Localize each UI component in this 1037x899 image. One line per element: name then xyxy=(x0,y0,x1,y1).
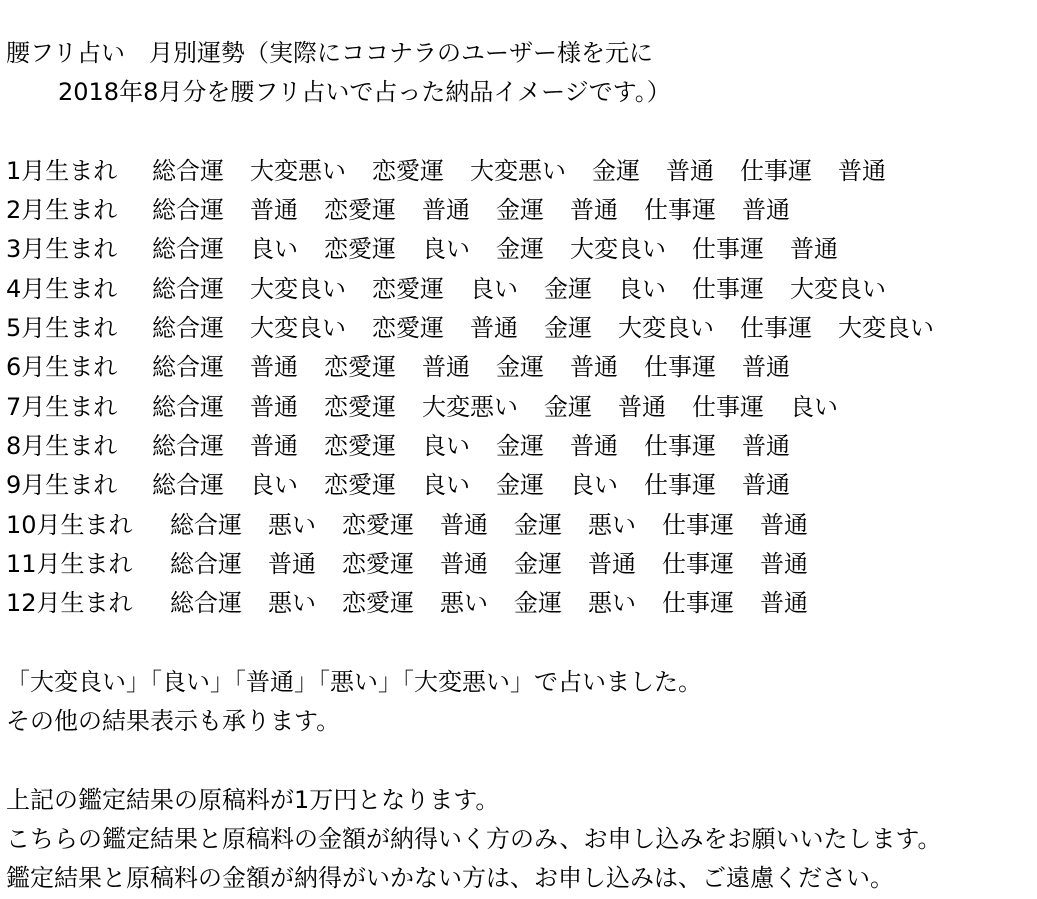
fortune-value: 普通 xyxy=(570,353,618,382)
fortune-category: 金運 xyxy=(544,314,592,343)
fortune-category: 仕事運 xyxy=(662,589,734,618)
fortune-value: 大変良い xyxy=(838,314,934,343)
fortune-value: 普通 xyxy=(570,196,618,225)
fortune-row xyxy=(6,348,1031,387)
fortune-row xyxy=(6,309,1031,348)
fortune-row xyxy=(6,545,1031,584)
fortune-row xyxy=(6,584,1031,623)
fortune-category: 総合運 xyxy=(152,431,224,460)
fee-line: 上記の鑑定結果の原稿料が1万円となります。 xyxy=(6,785,500,814)
fortune-category: 恋愛運 xyxy=(342,510,414,539)
fortune-category: 金運 xyxy=(496,471,544,500)
fortune-category: 総合運 xyxy=(170,549,242,578)
fortune-category: 総合運 xyxy=(170,510,242,539)
fortune-value: 普通 xyxy=(790,235,838,264)
fortune-value: 良い xyxy=(570,471,618,500)
fortune-row xyxy=(6,427,1031,466)
fortune-value: 悪い xyxy=(268,510,316,539)
document-body xyxy=(6,34,1031,899)
birth-month: 5月生まれ xyxy=(6,314,118,343)
fortune-value: 普通 xyxy=(618,392,666,421)
fortune-category: 仕事運 xyxy=(662,549,734,578)
fortune-category: 仕事運 xyxy=(644,196,716,225)
fortune-value: 良い xyxy=(618,274,666,303)
fortune-value: 普通 xyxy=(666,156,714,185)
fortune-value: 普通 xyxy=(250,392,298,421)
title-line-2: 2018年8月分を腰フリ占いで占った納品イメージです。） xyxy=(58,78,671,107)
birth-month: 3月生まれ xyxy=(6,235,118,264)
accept-line: こちらの鑑定結果と原稿料の金額が納得いく方のみ、お申し込みをお願いいたします。 xyxy=(6,824,942,853)
fortune-category: 総合運 xyxy=(152,392,224,421)
fortune-category: 仕事運 xyxy=(740,156,812,185)
fortune-category: 恋愛運 xyxy=(324,235,396,264)
fortune-row xyxy=(6,191,1031,230)
fortune-value: 普通 xyxy=(742,353,790,382)
fortune-value: 良い xyxy=(250,471,298,500)
other-results-line: その他の結果表示も承ります。 xyxy=(6,707,341,736)
fortune-category: 恋愛運 xyxy=(324,353,396,382)
fortune-value: 大変良い xyxy=(250,274,346,303)
fortune-value: 大変悪い xyxy=(470,156,566,185)
fortune-value: 普通 xyxy=(470,314,518,343)
birth-month: 8月生まれ xyxy=(6,431,118,460)
fortune-category: 金運 xyxy=(592,156,640,185)
fortune-value: 大変良い xyxy=(570,235,666,264)
fortune-value: 悪い xyxy=(268,589,316,618)
fortune-row xyxy=(6,466,1031,505)
fortune-category: 恋愛運 xyxy=(324,196,396,225)
fortune-value: 普通 xyxy=(838,156,886,185)
fortune-value: 普通 xyxy=(268,549,316,578)
fortune-value: 良い xyxy=(422,235,470,264)
fortune-category: 総合運 xyxy=(170,589,242,618)
fortune-row xyxy=(6,388,1031,427)
fortune-value: 悪い xyxy=(588,510,636,539)
fortune-value: 良い xyxy=(250,235,298,264)
fortune-value: 大変良い xyxy=(790,274,886,303)
fortune-category: 総合運 xyxy=(152,196,224,225)
fortune-category: 金運 xyxy=(496,353,544,382)
fortune-category: 金運 xyxy=(514,549,562,578)
fortune-value: 悪い xyxy=(440,589,488,618)
fortune-value: 大変悪い xyxy=(250,156,346,185)
fortune-value: 大変良い xyxy=(618,314,714,343)
fortune-category: 総合運 xyxy=(152,235,224,264)
fortune-category: 金運 xyxy=(544,274,592,303)
fortune-category: 恋愛運 xyxy=(372,274,444,303)
birth-month: 6月生まれ xyxy=(6,353,118,382)
fortune-category: 金運 xyxy=(514,510,562,539)
birth-month: 1月生まれ xyxy=(6,156,118,185)
fortune-value: 普通 xyxy=(760,589,808,618)
fortune-category: 仕事運 xyxy=(692,235,764,264)
birth-month: 7月生まれ xyxy=(6,392,118,421)
fortune-category: 金運 xyxy=(496,196,544,225)
fortune-row xyxy=(6,230,1031,269)
fortune-category: 恋愛運 xyxy=(372,314,444,343)
fortune-category: 総合運 xyxy=(152,156,224,185)
fortune-category: 恋愛運 xyxy=(372,156,444,185)
fortune-category: 仕事運 xyxy=(692,274,764,303)
blank-line xyxy=(6,741,1031,780)
fortune-category: 仕事運 xyxy=(740,314,812,343)
fortune-category: 金運 xyxy=(496,431,544,460)
blank-line xyxy=(6,113,1031,152)
fortune-value: 良い xyxy=(422,431,470,460)
fortune-category: 恋愛運 xyxy=(324,392,396,421)
fortune-category: 恋愛運 xyxy=(324,471,396,500)
fortune-list xyxy=(6,152,1031,624)
fortune-value: 大変良い xyxy=(250,314,346,343)
fortune-value: 普通 xyxy=(440,549,488,578)
fortune-value: 普通 xyxy=(570,431,618,460)
birth-month: 4月生まれ xyxy=(6,274,118,303)
birth-month: 2月生まれ xyxy=(6,196,118,225)
fortune-value: 普通 xyxy=(588,549,636,578)
blank-line xyxy=(6,623,1031,662)
fortune-value: 普通 xyxy=(440,510,488,539)
title-line-1: 腰フリ占い 月別運勢（実際にココナラのユーザー様を元に xyxy=(6,39,654,67)
fortune-category: 金運 xyxy=(544,392,592,421)
fortune-value: 普通 xyxy=(760,510,808,539)
fortune-row xyxy=(6,506,1031,545)
fortune-value: 普通 xyxy=(742,431,790,460)
fortune-category: 恋愛運 xyxy=(324,431,396,460)
fortune-value: 良い xyxy=(422,471,470,500)
fortune-category: 恋愛運 xyxy=(342,549,414,578)
fortune-value: 普通 xyxy=(422,353,470,382)
fortune-category: 仕事運 xyxy=(644,471,716,500)
fortune-value: 普通 xyxy=(250,353,298,382)
fortune-category: 総合運 xyxy=(152,274,224,303)
fortune-value: 普通 xyxy=(422,196,470,225)
fortune-value: 悪い xyxy=(588,589,636,618)
fortune-value: 普通 xyxy=(742,196,790,225)
fortune-category: 仕事運 xyxy=(692,392,764,421)
fortune-row xyxy=(6,152,1031,191)
fortune-category: 総合運 xyxy=(152,353,224,382)
fortune-category: 仕事運 xyxy=(644,353,716,382)
fortune-value: 大変悪い xyxy=(422,392,518,421)
fortune-category: 仕事運 xyxy=(644,431,716,460)
birth-month: 12月生まれ xyxy=(6,589,133,618)
fortune-category: 総合運 xyxy=(152,471,224,500)
birth-month: 11月生まれ xyxy=(6,549,133,578)
fortune-value: 普通 xyxy=(250,196,298,225)
fortune-category: 仕事運 xyxy=(662,510,734,539)
fortune-category: 恋愛運 xyxy=(342,589,414,618)
fortune-row xyxy=(6,270,1031,309)
fortune-value: 普通 xyxy=(742,471,790,500)
fortune-value: 普通 xyxy=(250,431,298,460)
fortune-value: 良い xyxy=(790,392,838,421)
birth-month: 10月生まれ xyxy=(6,510,133,539)
fortune-value: 良い xyxy=(470,274,518,303)
legend-line: 「大変良い」「良い」「普通」「悪い」「大変悪い」で占いました。 xyxy=(6,667,702,696)
decline-line: 鑑定結果と原稿料の金額が納得がいかない方は、お申し込みは、ご遠慮ください。 xyxy=(6,864,894,893)
birth-month: 9月生まれ xyxy=(6,471,118,500)
fortune-category: 総合運 xyxy=(152,314,224,343)
fortune-value: 普通 xyxy=(760,549,808,578)
fortune-category: 金運 xyxy=(496,235,544,264)
fortune-category: 金運 xyxy=(514,589,562,618)
